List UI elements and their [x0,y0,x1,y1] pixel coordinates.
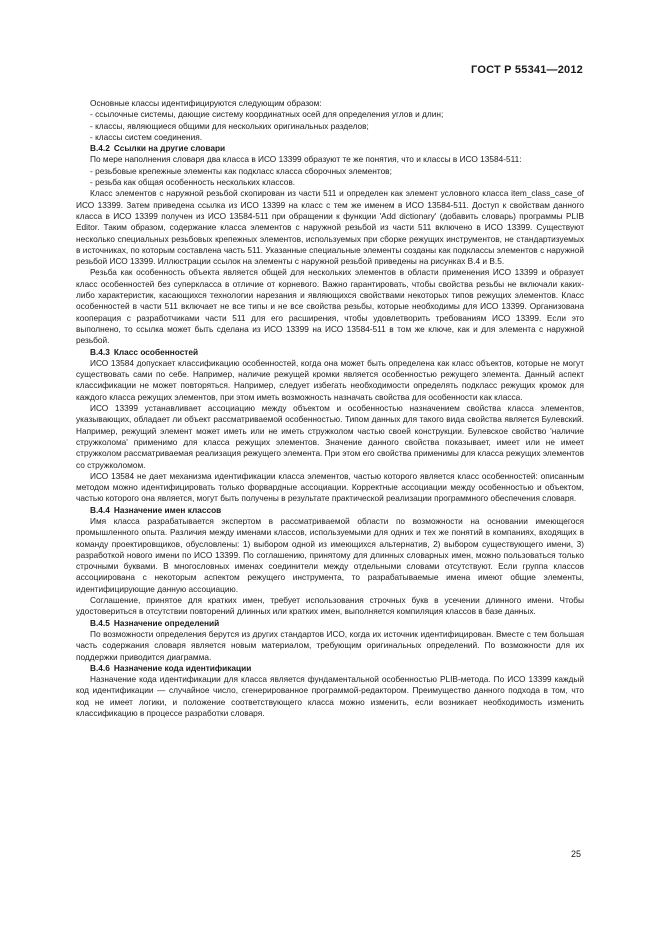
section-heading [76,143,584,154]
section-number: В.4.4 [90,504,110,515]
paragraph: ИСО 13399 устанавливает ассоциацию между объектом и особенностью назначением свойства класса элементов, указывающих, обладает ли объект рассматриваемой особенностью. Типом данных для такого вида свойства является Булевский. Например, режущий элемент может иметь или не иметь стружколом частью своей конструкции. Булевское свойство 'наличие стружколома' применимо для класса режущих элементов. Значение данного свойства показывает, имеет или не имеет стружколом рассматриваемая реализация режущего элемента. При этом его свойства применимы для класса режущих элементов со стружколомом. [76,403,584,470]
paragraph: Резьба как особенность объекта является общей для нескольких элементов в области применения ИСО 13399 и образует класс особенностей без суперкласса в отличие от корневого. Важно гарантировать, чтобы свойства резьбы не включали каких-либо характеристик, касающихся технологии нарезания и являющихся свойствами некоторых типов режущих элементов. Класс особенностей в части 511 включает не все типы и не все свойства резьбы, которые необходимы для ИСО 13399. Организована кооперация с разработчиками части 511 для его расширения, чтобы удовлетворить требованиям ИСО 13399. Если это выполнено, то ссылка может быть сделана из ИСО 13399 на ИСО 13584-511 в том же ключе, как и для элемента с наружной резьбой. [76,267,584,346]
paragraph: ИСО 13584 допускает классификацию особенностей, когда она может быть определена как класс объектов, которые не могут существовать сами по себе. Например, наличие режущей кромки является особенностью режущего элемента. Данный аспект классификации не может повторяться. Например, следует избегать необходимости определять подкласс режущих кромок для каждого класса режущих элементов, при этом иметь возможность назначать свойства для особенности как класса. [76,357,584,402]
section-heading [76,347,584,358]
list-item-text: классы, являющиеся общими для нескольких оригинальных разделов; [95,120,369,131]
section-title: Назначение определений [113,617,220,628]
section-heading [76,505,584,516]
list-item [76,166,584,177]
paragraph: ИСО 13584 не дает механизма идентификации класса элементов, частью которого является класс особенностей: описанным методом можно идентифицировать только форвардные ассоциации. Корректные ассоциации между особенностью и объектом, частью которого она является, могут быть получены в результате практической реализации программного обеспечения словаря. [76,470,584,504]
paragraph: По возможности определения берутся из других стандартов ИСО, когда их источник идентифицирован. Вместе с тем большая часть содержания словаря является новым материалом, требующим оригинальных определений. По возможности для их поддержки приводится диаграмма. [76,628,584,662]
list-item-text: классы систем соединения. [95,131,203,142]
section-number: В.4.5 [90,617,110,628]
section-title: Назначение кода идентификации [113,662,252,673]
list-dash: - [90,109,96,120]
paragraph: Соглашение, принятое для кратких имен, требует использования строчных букв в усечении длинного имени. Чтобы удостовериться в отсутствии повторений длинных или кратких имен, выполняется компиляция классов в базе данных. [76,595,584,617]
paragraph: Имя класса разрабатывается экспертом в рассматриваемой области по возможности на основании имеющегося промышленного опыта. Различия между именами классов, используемыми для одних и тех же понятий в компаниях, входящих в команду проектировщиков, обусловлены: 1) выбором одной из имеющихся альтернатив, 2) выбором существующего имени, 3) разработкой нового имени по ИСО 13399. По соглашению, принятому для длинных словарных имен, можно пользоваться только строчными буквами. В многословных именах соединители между отдельными словами отсутствуют. Если группа классов ассоциирована с некоторым аспектом режущего инструмента, то разрабатываемые имена имеют общие элементы, идентифицирующие данную ассоциацию. [76,515,584,594]
list-item [76,121,584,132]
list-item-text: резьбовые крепежные элементы как подкласс класса сборочных элементов; [95,165,392,176]
list-item-text: резьба как общая особенность нескольких классов. [95,177,296,188]
paragraph: Класс элементов с наружной резьбой скопирован из части 511 и определен как элемент условного класса item_class_case_of ИСО 13399. Затем приведена ссылка из ИСО 13399 на класс с тем же именем в ИСО 13584-511. Доступ к свойствам данного класса в ИСО 13399 получен из ИСО 13584-511 при обращении к функции 'Add dictionary' (добавить словарь) программы PLIB Editor. Таким образом, содержание класса элементов с наружной резьбой из части 511 включено в ИСО 13399. Существуют несколько специальных резьбовых крепежных элементов, используемых при сборке режущих инструментов, не стандартизуемых в источниках, по которым составлена часть 511. Указанные специальные элементы созданы как подклассы элементов с наружной резьбой ИСО 13399. Иллюстрации ссылок на элементы с наружной резьбой приведены на рисунках В.4 и В.5. [76,188,584,267]
list-dash: - [90,177,96,188]
list-item [76,177,584,188]
section-number: В.4.3 [90,346,110,357]
list-dash: - [90,131,96,142]
paragraph: Назначение кода идентификации для класса является фундаментальной особенностью PLIB-метода. По ИСО 13399 каждый код идентификации — случайное число, сгенерированное программой-редактором. Преимущество данного подхода в том, что код не имеет логики, и положение соответствующего класса можно изменить, если возникает необходимость изменить классификацию в процессе разработки словаря. [76,674,584,719]
section-number: В.4.2 [90,143,110,154]
list-item [76,109,584,120]
section-heading [76,663,584,674]
section-title: Класс особенностей [113,346,199,357]
page-content [76,98,584,719]
paragraph: По мере наполнения словаря два класса в ИСО 13399 образуют те же понятия, что и классы в ИСО 13584-511: [90,154,522,165]
section-number: В.4.6 [90,662,110,673]
section-heading [76,618,584,629]
list-item-text: ссылочные системы, дающие систему координатных осей для определения углов и длин; [95,109,444,120]
section-title: Ссылки на другие словари [113,143,226,154]
section-title: Назначение имен классов [113,504,222,515]
page-number: 25 [570,849,581,859]
list-dash: - [90,120,96,131]
list-dash: - [90,165,96,176]
document-header: ГОСТ Р 55341—2012 [471,64,583,76]
paragraph: Основные классы идентифицируются следующим образом: [90,98,322,108]
list-item [76,132,584,143]
